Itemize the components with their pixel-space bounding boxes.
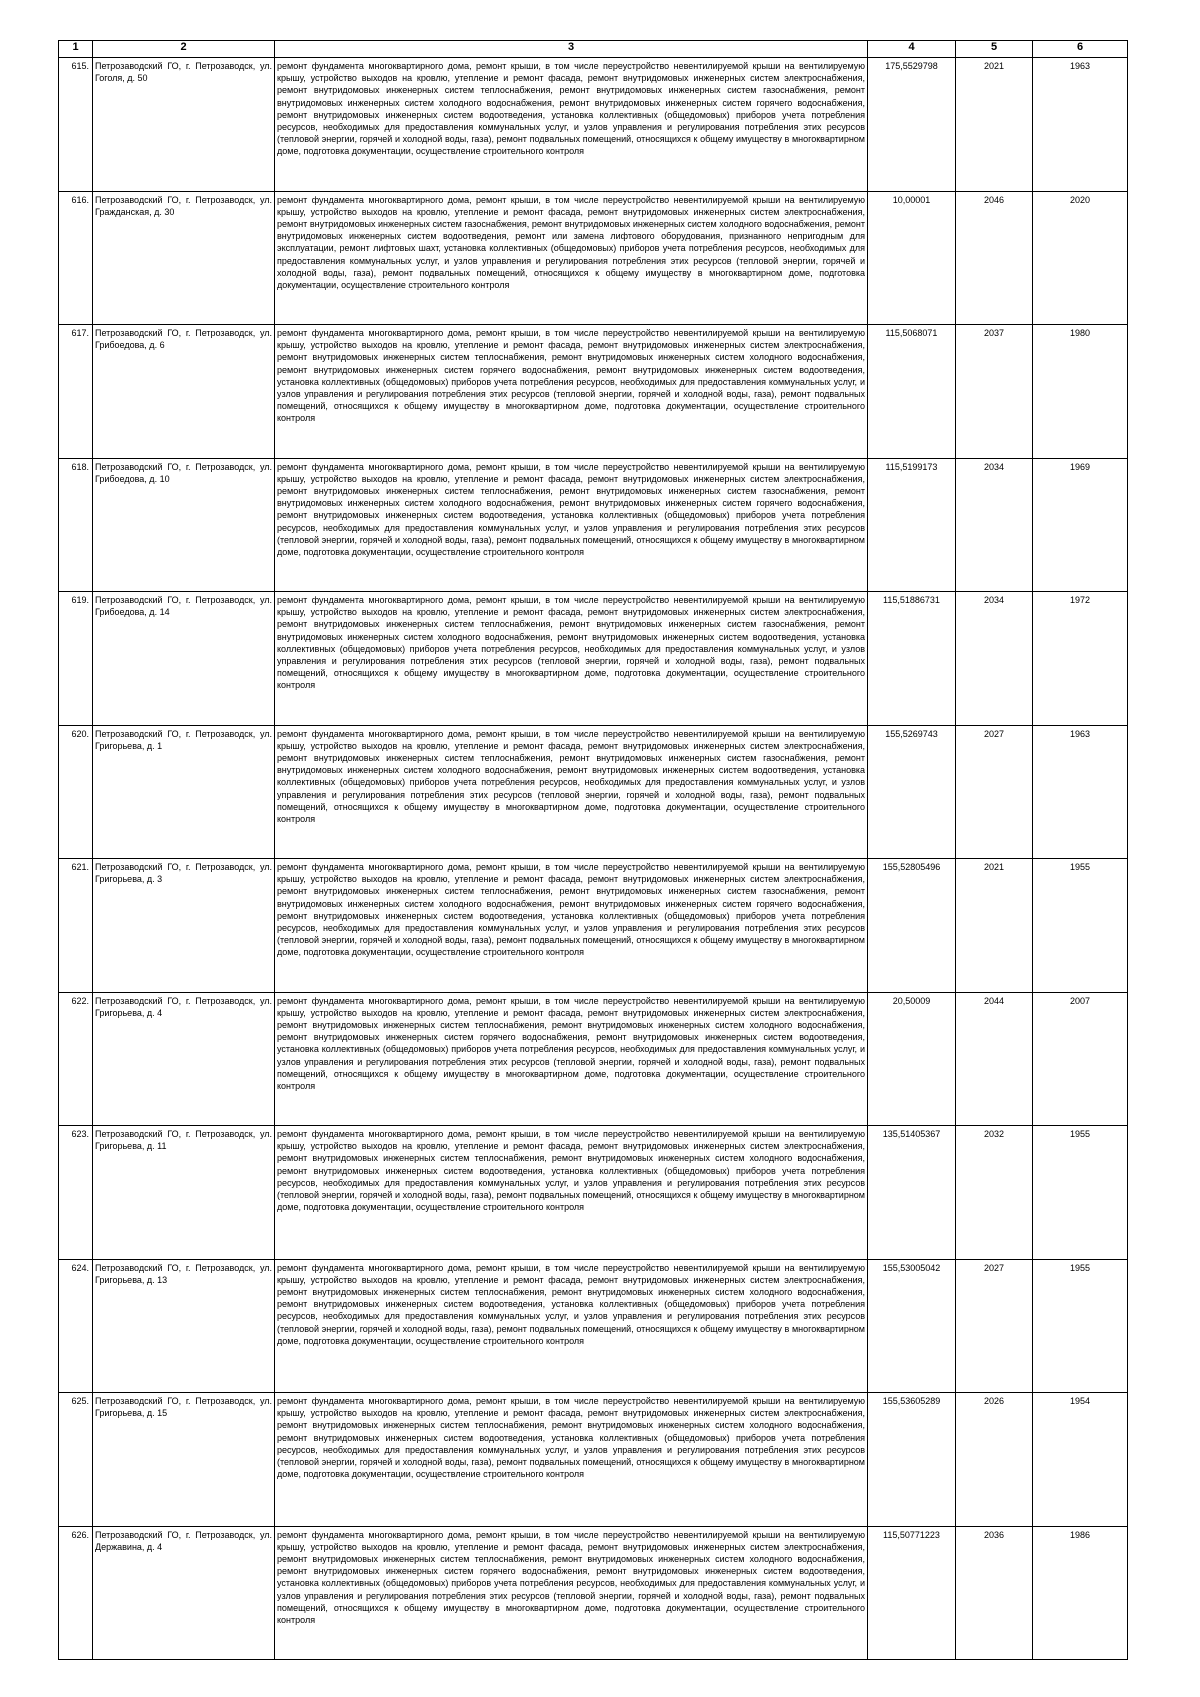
- planned-year-cell: 2037: [956, 325, 1033, 459]
- row-number: 622.: [59, 992, 93, 1126]
- table-row: [59, 1126, 1128, 1260]
- address-cell: Петрозаводский ГО, г. Петрозаводск, ул. Григорьева, д. 4: [93, 992, 275, 1126]
- build-year-cell: 1955: [1033, 1126, 1128, 1260]
- planned-year-cell: 2034: [956, 592, 1033, 726]
- planned-year-cell: 2027: [956, 1259, 1033, 1393]
- address-cell: Петрозаводский ГО, г. Петрозаводск, ул. Григорьева, д. 13: [93, 1259, 275, 1393]
- value-cell: 115,5068071: [868, 325, 956, 459]
- row-number: 626.: [59, 1526, 93, 1660]
- planned-year-cell: 2021: [956, 58, 1033, 192]
- table-row: [59, 1526, 1128, 1660]
- address-cell: Петрозаводский ГО, г. Петрозаводск, ул. Григорьева, д. 15: [93, 1393, 275, 1527]
- planned-year-cell: 2046: [956, 191, 1033, 325]
- build-year-cell: 1963: [1033, 58, 1128, 192]
- table-row: [59, 859, 1128, 993]
- works-cell: ремонт фундамента многоквартирного дома, ремонт крыши, в том числе переустройство невентилируемой крыши на вентилируемую крышу, устройство выходов на кровлю, утепление и ремонт фасада, ремонт внутридомовых инженерных систем электроснабжения, ремонт внутридомовых инженерных систем теплоснабжения, ремонт внутридомовых инженерных систем холодного водоснабжения, ремонт внутридомовых инженерных систем горячего водоснабжения, ремонт внутридомовых инженерных систем водоотведения, установка коллективных (общедомовых) приборов учета потребления ресурсов, необходимых для предоставления коммунальных услуг, и узлов управления и регулирования потребления этих ресурсов (тепловой энергии, горячей и холодной воды, газа), ремонт подвальных помещений, относящихся к общему имуществу в многоквартирном доме, подготовка документации, осуществление строительного контроля: [275, 325, 868, 459]
- value-cell: 115,50771223: [868, 1526, 956, 1660]
- works-cell: ремонт фундамента многоквартирного дома, ремонт крыши, в том числе переустройство невентилируемой крыши на вентилируемую крышу, устройство выходов на кровлю, утепление и ремонт фасада, ремонт внутридомовых инженерных систем электроснабжения, ремонт внутридомовых инженерных систем теплоснабжения, ремонт внутридомовых инженерных систем газоснабжения, ремонт внутридомовых инженерных систем холодного водоснабжения, ремонт внутридомовых инженерных систем водоотведения, установка коллективных (общедомовых) приборов учета потребления ресурсов, необходимых для предоставления коммунальных услуг, и узлов управления и регулирования потребления этих ресурсов (тепловой энергии, горячей и холодной воды, газа), ремонт подвальных помещений, относящихся к общему имуществу в многоквартирном доме, подготовка документации, осуществление строительного контроля: [275, 592, 868, 726]
- row-number: 616.: [59, 191, 93, 325]
- header-col-1: 1: [59, 41, 93, 58]
- planned-year-cell: 2034: [956, 458, 1033, 592]
- header-row: [59, 41, 1128, 58]
- works-cell: ремонт фундамента многоквартирного дома, ремонт крыши, в том числе переустройство невентилируемой крыши на вентилируемую крышу, устройство выходов на кровлю, утепление и ремонт фасада, ремонт внутридомовых инженерных систем электроснабжения, ремонт внутридомовых инженерных систем теплоснабжения, ремонт внутридомовых инженерных систем холодного водоснабжения, ремонт внутридомовых инженерных систем водоотведения, установка коллективных (общедомовых) приборов учета потребления ресурсов, необходимых для предоставления коммунальных услуг, и узлов управления и регулирования потребления этих ресурсов (тепловой энергии, горячей и холодной воды, газа), ремонт подвальных помещений, относящихся к общему имуществу в многоквартирном доме, подготовка документации, осуществление строительного контроля: [275, 1393, 868, 1527]
- works-cell: ремонт фундамента многоквартирного дома, ремонт крыши, в том числе переустройство невентилируемой крыши на вентилируемую крышу, устройство выходов на кровлю, утепление и ремонт фасада, ремонт внутридомовых инженерных систем электроснабжения, ремонт внутридомовых инженерных систем теплоснабжения, ремонт внутридомовых инженерных систем газоснабжения, ремонт внутридомовых инженерных систем холодного водоснабжения, ремонт внутридомовых инженерных систем горячего водоснабжения, ремонт внутридомовых инженерных систем водоотведения, установка коллективных (общедомовых) приборов учета потребления ресурсов, необходимых для предоставления коммунальных услуг, и узлов управления и регулирования потребления этих ресурсов (тепловой энергии, горячей и холодной воды, газа), ремонт подвальных помещений, относящихся к общему имуществу в многоквартирном доме, подготовка документации, осуществление строительного контроля: [275, 859, 868, 993]
- value-cell: 20,50009: [868, 992, 956, 1126]
- header-col-2: 2: [93, 41, 275, 58]
- build-year-cell: 1955: [1033, 859, 1128, 993]
- value-cell: 115,5199173: [868, 458, 956, 592]
- row-number: 621.: [59, 859, 93, 993]
- value-cell: 175,5529798: [868, 58, 956, 192]
- value-cell: 135,51405367: [868, 1126, 956, 1260]
- row-number: 624.: [59, 1259, 93, 1393]
- works-cell: ремонт фундамента многоквартирного дома, ремонт крыши, в том числе переустройство невентилируемой крыши на вентилируемую крышу, устройство выходов на кровлю, утепление и ремонт фасада, ремонт внутридомовых инженерных систем электроснабжения, ремонт внутридомовых инженерных систем газоснабжения, ремонт внутридомовых инженерных систем холодного водоснабжения, ремонт внутридомовых инженерных систем водоотведения, ремонт или замена лифтового оборудования, признанного непригодным для эксплуатации, ремонт лифтовых шахт, установка коллективных (общедомовых) приборов учета потребления ресурсов, необходимых для предоставления коммунальных услуг, и узлов управления и регулирования потребления этих ресурсов (тепловой энергии, горячей и холодной воды, газа), ремонт подвальных помещений, относящихся к общему имуществу в многоквартирном доме, подготовка документации, осуществление строительного контроля: [275, 191, 868, 325]
- build-year-cell: 1955: [1033, 1259, 1128, 1393]
- value-cell: 155,52805496: [868, 859, 956, 993]
- planned-year-cell: 2027: [956, 725, 1033, 859]
- build-year-cell: 1969: [1033, 458, 1128, 592]
- row-number: 623.: [59, 1126, 93, 1260]
- row-number: 618.: [59, 458, 93, 592]
- header-col-4: 4: [868, 41, 956, 58]
- table-row: [59, 592, 1128, 726]
- works-cell: ремонт фундамента многоквартирного дома, ремонт крыши, в том числе переустройство невентилируемой крыши на вентилируемую крышу, устройство выходов на кровлю, утепление и ремонт фасада, ремонт внутридомовых инженерных систем электроснабжения, ремонт внутридомовых инженерных систем теплоснабжения, ремонт внутридомовых инженерных систем холодного водоснабжения, ремонт внутридомовых инженерных систем горячего водоснабжения, ремонт внутридомовых инженерных систем водоотведения, установка коллективных (общедомовых) приборов учета потребления ресурсов, необходимых для предоставления коммунальных услуг, и узлов управления и регулирования потребления этих ресурсов (тепловой энергии, горячей и холодной воды, газа), ремонт подвальных помещений, относящихся к общему имуществу в многоквартирном доме, подготовка документации, осуществление строительного контроля: [275, 992, 868, 1126]
- address-cell: Петрозаводский ГО, г. Петрозаводск, ул. Державина, д. 4: [93, 1526, 275, 1660]
- row-number: 615.: [59, 58, 93, 192]
- build-year-cell: 1980: [1033, 325, 1128, 459]
- works-cell: ремонт фундамента многоквартирного дома, ремонт крыши, в том числе переустройство невентилируемой крыши на вентилируемую крышу, устройство выходов на кровлю, утепление и ремонт фасада, ремонт внутридомовых инженерных систем электроснабжения, ремонт внутридомовых инженерных систем теплоснабжения, ремонт внутридомовых инженерных систем газоснабжения, ремонт внутридомовых инженерных систем холодного водоснабжения, ремонт внутридомовых инженерных систем водоотведения, установка коллективных (общедомовых) приборов учета потребления ресурсов, необходимых для предоставления коммунальных услуг, и узлов управления и регулирования потребления этих ресурсов (тепловой энергии, горячей и холодной воды, газа), ремонт подвальных помещений, относящихся к общему имуществу в многоквартирном доме, подготовка документации, осуществление строительного контроля: [275, 725, 868, 859]
- table-row: [59, 1259, 1128, 1393]
- address-cell: Петрозаводский ГО, г. Петрозаводск, ул. Грибоедова, д. 10: [93, 458, 275, 592]
- table-row: [59, 1393, 1128, 1527]
- address-cell: Петрозаводский ГО, г. Петрозаводск, ул. Гоголя, д. 50: [93, 58, 275, 192]
- value-cell: 155,53005042: [868, 1259, 956, 1393]
- header-col-6: 6: [1033, 41, 1128, 58]
- planned-year-cell: 2026: [956, 1393, 1033, 1527]
- table-row: [59, 325, 1128, 459]
- planned-year-cell: 2021: [956, 859, 1033, 993]
- value-cell: 10,00001: [868, 191, 956, 325]
- row-number: 625.: [59, 1393, 93, 1527]
- table-row: [59, 458, 1128, 592]
- header-col-3: 3: [275, 41, 868, 58]
- works-cell: ремонт фундамента многоквартирного дома, ремонт крыши, в том числе переустройство невентилируемой крыши на вентилируемую крышу, устройство выходов на кровлю, утепление и ремонт фасада, ремонт внутридомовых инженерных систем электроснабжения, ремонт внутридомовых инженерных систем теплоснабжения, ремонт внутридомовых инженерных систем холодного водоснабжения, ремонт внутридомовых инженерных систем водоотведения, установка коллективных (общедомовых) приборов учета потребления ресурсов, необходимых для предоставления коммунальных услуг, и узлов управления и регулирования потребления этих ресурсов (тепловой энергии, горячей и холодной воды, газа), ремонт подвальных помещений, относящихся к общему имуществу в многоквартирном доме, подготовка документации, осуществление строительного контроля: [275, 1259, 868, 1393]
- address-cell: Петрозаводский ГО, г. Петрозаводск, ул. Григорьева, д. 3: [93, 859, 275, 993]
- build-year-cell: 1972: [1033, 592, 1128, 726]
- row-number: 620.: [59, 725, 93, 859]
- planned-year-cell: 2032: [956, 1126, 1033, 1260]
- value-cell: 115,51886731: [868, 592, 956, 726]
- row-number: 617.: [59, 325, 93, 459]
- build-year-cell: 1954: [1033, 1393, 1128, 1527]
- table-row: [59, 58, 1128, 192]
- value-cell: 155,53605289: [868, 1393, 956, 1527]
- table-row: [59, 725, 1128, 859]
- works-cell: ремонт фундамента многоквартирного дома, ремонт крыши, в том числе переустройство невентилируемой крыши на вентилируемую крышу, устройство выходов на кровлю, утепление и ремонт фасада, ремонт внутридомовых инженерных систем электроснабжения, ремонт внутридомовых инженерных систем теплоснабжения, ремонт внутридомовых инженерных систем холодного водоснабжения, ремонт внутридомовых инженерных систем водоотведения, установка коллективных (общедомовых) приборов учета потребления ресурсов, необходимых для предоставления коммунальных услуг, и узлов управления и регулирования потребления этих ресурсов (тепловой энергии, горячей и холодной воды, газа), ремонт подвальных помещений, относящихся к общему имуществу в многоквартирном доме, подготовка документации, осуществление строительного контроля: [275, 1126, 868, 1260]
- address-cell: Петрозаводский ГО, г. Петрозаводск, ул. Григорьева, д. 11: [93, 1126, 275, 1260]
- build-year-cell: 2007: [1033, 992, 1128, 1126]
- row-number: 619.: [59, 592, 93, 726]
- build-year-cell: 2020: [1033, 191, 1128, 325]
- capital-repair-table: [58, 40, 1128, 1660]
- planned-year-cell: 2036: [956, 1526, 1033, 1660]
- works-cell: ремонт фундамента многоквартирного дома, ремонт крыши, в том числе переустройство невентилируемой крыши на вентилируемую крышу, устройство выходов на кровлю, утепление и ремонт фасада, ремонт внутридомовых инженерных систем электроснабжения, ремонт внутридомовых инженерных систем теплоснабжения, ремонт внутридомовых инженерных систем газоснабжения, ремонт внутридомовых инженерных систем холодного водоснабжения, ремонт внутридомовых инженерных систем горячего водоснабжения, ремонт внутридомовых инженерных систем водоотведения, установка коллективных (общедомовых) приборов учета потребления ресурсов, необходимых для предоставления коммунальных услуг, и узлов управления и регулирования потребления этих ресурсов (тепловой энергии, горячей и холодной воды, газа), ремонт подвальных помещений, относящихся к общему имуществу в многоквартирном доме, подготовка документации, осуществление строительного контроля: [275, 58, 868, 192]
- planned-year-cell: 2044: [956, 992, 1033, 1126]
- table-row: [59, 992, 1128, 1126]
- document-page: [58, 40, 1127, 1660]
- address-cell: Петрозаводский ГО, г. Петрозаводск, ул. Грибоедова, д. 6: [93, 325, 275, 459]
- address-cell: Петрозаводский ГО, г. Петрозаводск, ул. Гражданская, д. 30: [93, 191, 275, 325]
- table-row: [59, 191, 1128, 325]
- value-cell: 155,5269743: [868, 725, 956, 859]
- works-cell: ремонт фундамента многоквартирного дома, ремонт крыши, в том числе переустройство невентилируемой крыши на вентилируемую крышу, устройство выходов на кровлю, утепление и ремонт фасада, ремонт внутридомовых инженерных систем электроснабжения, ремонт внутридомовых инженерных систем теплоснабжения, ремонт внутридомовых инженерных систем холодного водоснабжения, ремонт внутридомовых инженерных систем горячего водоснабжения, ремонт внутридомовых инженерных систем водоотведения, установка коллективных (общедомовых) приборов учета потребления ресурсов, необходимых для предоставления коммунальных услуг, и узлов управления и регулирования потребления этих ресурсов (тепловой энергии, горячей и холодной воды, газа), ремонт подвальных помещений, относящихся к общему имуществу в многоквартирном доме, подготовка документации, осуществление строительного контроля: [275, 1526, 868, 1660]
- header-col-5: 5: [956, 41, 1033, 58]
- address-cell: Петрозаводский ГО, г. Петрозаводск, ул. Грибоедова, д. 14: [93, 592, 275, 726]
- build-year-cell: 1963: [1033, 725, 1128, 859]
- works-cell: ремонт фундамента многоквартирного дома, ремонт крыши, в том числе переустройство невентилируемой крыши на вентилируемую крышу, устройство выходов на кровлю, утепление и ремонт фасада, ремонт внутридомовых инженерных систем электроснабжения, ремонт внутридомовых инженерных систем теплоснабжения, ремонт внутридомовых инженерных систем газоснабжения, ремонт внутридомовых инженерных систем холодного водоснабжения, ремонт внутридомовых инженерных систем горячего водоснабжения, ремонт внутридомовых инженерных систем водоотведения, установка коллективных (общедомовых) приборов учета потребления ресурсов, необходимых для предоставления коммунальных услуг, и узлов управления и регулирования потребления этих ресурсов (тепловой энергии, горячей и холодной воды, газа), ремонт подвальных помещений, относящихся к общему имуществу в многоквартирном доме, подготовка документации, осуществление строительного контроля: [275, 458, 868, 592]
- build-year-cell: 1986: [1033, 1526, 1128, 1660]
- address-cell: Петрозаводский ГО, г. Петрозаводск, ул. Григорьева, д. 1: [93, 725, 275, 859]
